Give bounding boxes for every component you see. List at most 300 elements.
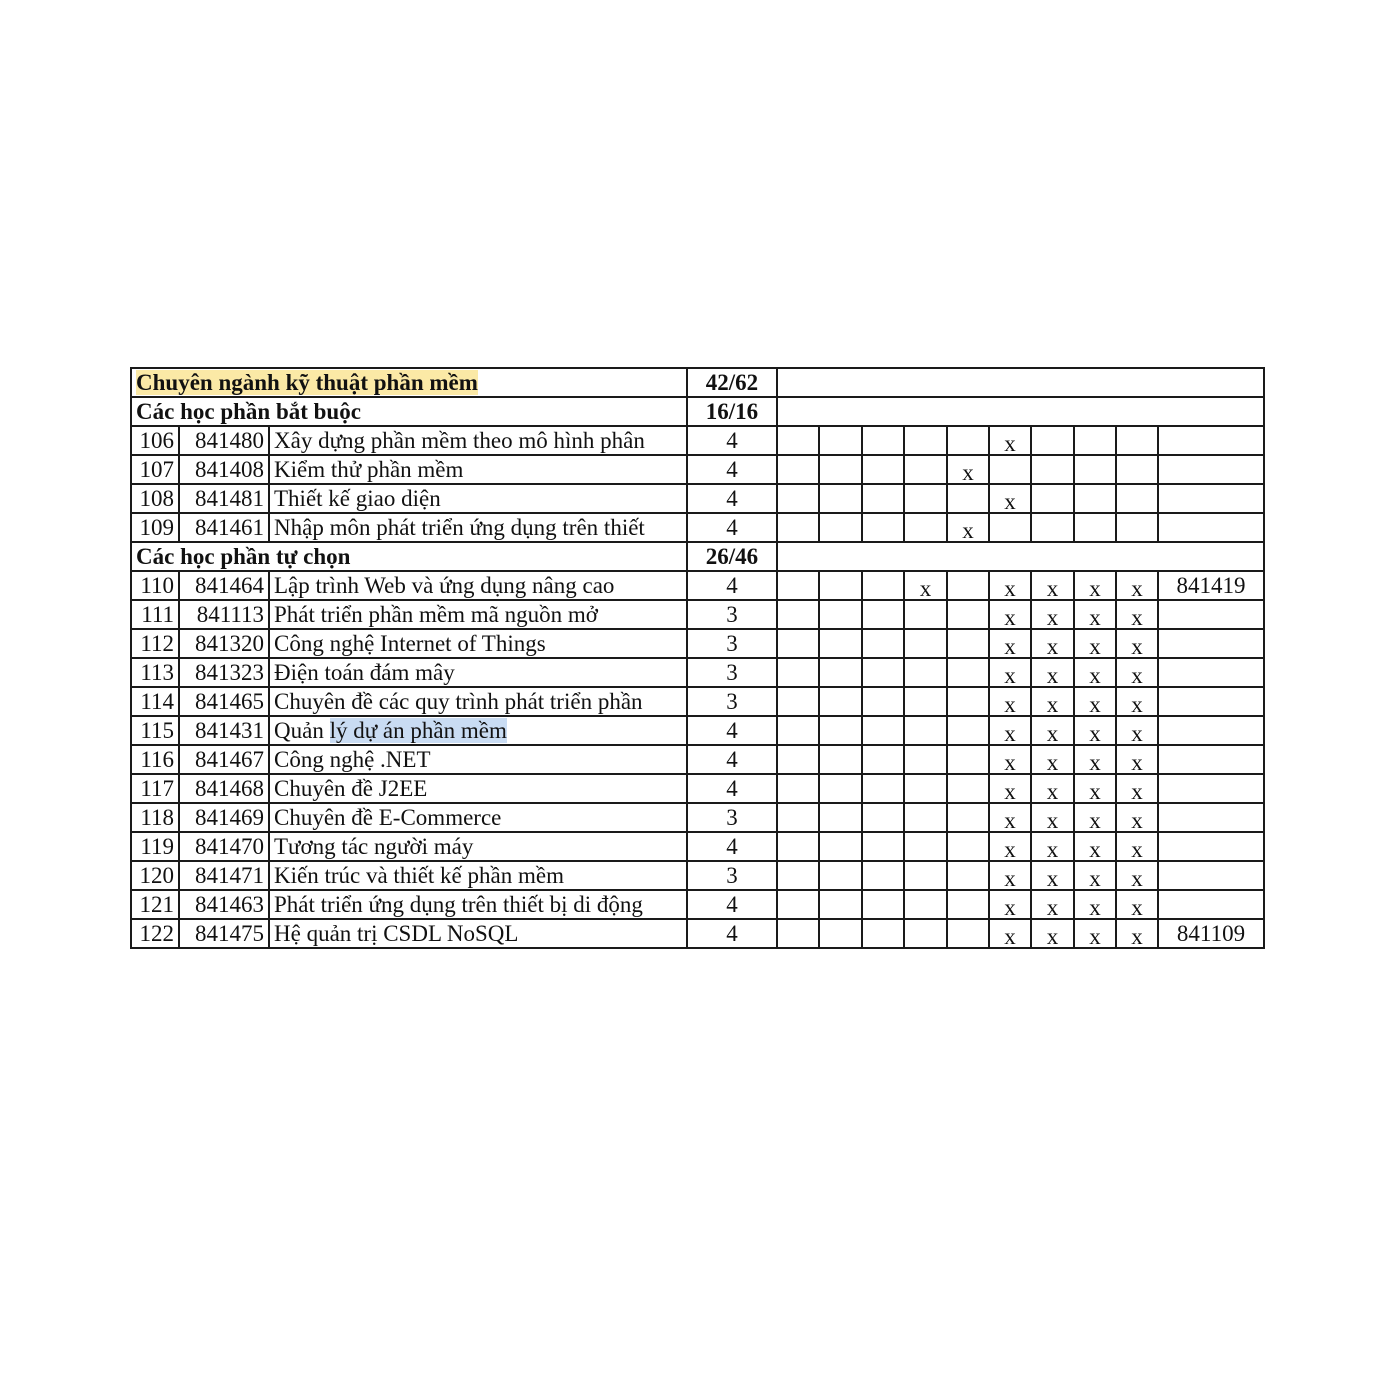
mark: x [1131, 924, 1143, 948]
row-number: 118 [131, 803, 179, 832]
mark-cell [777, 890, 819, 919]
course-name: Chuyên đề các quy trình phát triển phần [269, 687, 687, 716]
mark-cell [862, 658, 904, 687]
mark-cell [989, 687, 1031, 716]
table-row [131, 571, 1264, 600]
course-credits: 3 [687, 600, 777, 629]
mark: x [1089, 808, 1101, 832]
mark: x [1004, 837, 1016, 861]
mark-cell [1116, 600, 1158, 629]
table-row [131, 803, 1264, 832]
course-credits: 4 [687, 919, 777, 948]
course-credits: 4 [687, 832, 777, 861]
mark-cell [819, 832, 862, 861]
mark-cell [947, 426, 989, 455]
mark: x [1131, 576, 1143, 600]
table-row [131, 687, 1264, 716]
mark-cell [989, 658, 1031, 687]
mark-cell [819, 513, 862, 542]
mark-cell [1074, 484, 1116, 513]
mark-cell [1031, 571, 1074, 600]
mark-cell [1116, 484, 1158, 513]
course-code: 841467 [179, 745, 269, 774]
mark-cell [1074, 890, 1116, 919]
prerequisite-code [1158, 803, 1264, 832]
group-header-row [131, 542, 1264, 571]
mark: x [1131, 837, 1143, 861]
course-code: 841323 [179, 658, 269, 687]
mark-cell [777, 687, 819, 716]
mark-cell [1031, 919, 1074, 948]
mark: x [1089, 750, 1101, 774]
row-number: 115 [131, 716, 179, 745]
mark-cell [819, 571, 862, 600]
course-credits: 3 [687, 629, 777, 658]
course-code: 841469 [179, 803, 269, 832]
course-credits: 4 [687, 716, 777, 745]
table-row [131, 716, 1264, 745]
mark-cell [777, 658, 819, 687]
mark: x [1089, 837, 1101, 861]
course-code: 841463 [179, 890, 269, 919]
mark-cell [947, 861, 989, 890]
mark: x [1046, 779, 1059, 803]
prerequisite-code [1158, 832, 1264, 861]
mark-cell [1116, 919, 1158, 948]
mark-cell [947, 658, 989, 687]
course-code: 841464 [179, 571, 269, 600]
course-name [269, 716, 687, 745]
mark: x [919, 576, 932, 600]
mark: x [1089, 576, 1101, 600]
mark-cell [777, 484, 819, 513]
table-row [131, 455, 1264, 484]
mark-cell [1031, 600, 1074, 629]
mark-cell [819, 455, 862, 484]
mark-cell [904, 600, 947, 629]
mark-cell [1116, 803, 1158, 832]
mark-cell [1031, 745, 1074, 774]
mark-cell [1116, 832, 1158, 861]
mark-cell [947, 484, 989, 513]
mark: x [1004, 634, 1016, 658]
mark-cell [819, 629, 862, 658]
prerequisite-code [1158, 890, 1264, 919]
mark: x [1131, 605, 1143, 629]
mark: x [1131, 895, 1143, 919]
specialization-title-cell [131, 368, 687, 397]
group-empty-cell [777, 542, 1264, 571]
mark: x [1046, 750, 1059, 774]
course-name: Phát triển ứng dụng trên thiết bị di động [269, 890, 687, 919]
mark-cell [862, 803, 904, 832]
mark: x [1046, 837, 1059, 861]
mark: x [1131, 721, 1143, 745]
mark-cell [1031, 774, 1074, 803]
course-name: Hệ quản trị CSDL NoSQL [269, 919, 687, 948]
mark-cell [1074, 687, 1116, 716]
table-row [131, 600, 1264, 629]
specialization-empty-cell [777, 368, 1264, 397]
course-name: Chuyên đề E-Commerce [269, 803, 687, 832]
mark: x [1131, 634, 1143, 658]
mark-cell [777, 861, 819, 890]
course-name: Thiết kế giao diện [269, 484, 687, 513]
mark-cell [777, 716, 819, 745]
mark-cell [1116, 629, 1158, 658]
mark-cell [1074, 861, 1116, 890]
mark-cell [777, 513, 819, 542]
mark-cell [819, 426, 862, 455]
mark: x [1046, 924, 1059, 948]
mark-cell [989, 919, 1031, 948]
mark-cell [947, 745, 989, 774]
mark-cell [862, 571, 904, 600]
course-name: Tương tác người máy [269, 832, 687, 861]
mark-cell [904, 513, 947, 542]
row-number: 110 [131, 571, 179, 600]
mark-cell [947, 687, 989, 716]
group-empty-cell [777, 397, 1264, 426]
mark: x [962, 518, 974, 542]
row-number: 108 [131, 484, 179, 513]
course-name-plain: Quản [274, 718, 330, 743]
mark: x [1089, 605, 1101, 629]
mark-cell [819, 861, 862, 890]
mark-cell [819, 919, 862, 948]
table-row [131, 745, 1264, 774]
mark-cell [904, 687, 947, 716]
prerequisite-code [1158, 745, 1264, 774]
row-number: 121 [131, 890, 179, 919]
mark-cell [819, 658, 862, 687]
prerequisite-code: 841109 [1158, 919, 1264, 948]
mark-cell [819, 687, 862, 716]
mark-cell [1031, 890, 1074, 919]
mark-cell [904, 484, 947, 513]
course-name: Chuyên đề J2EE [269, 774, 687, 803]
mark-cell [777, 629, 819, 658]
mark: x [1089, 663, 1101, 687]
mark: x [1004, 924, 1016, 948]
mark-cell [989, 832, 1031, 861]
mark: x [1089, 895, 1101, 919]
mark-cell [947, 803, 989, 832]
course-code: 841471 [179, 861, 269, 890]
mark-cell [989, 745, 1031, 774]
mark-cell [1116, 716, 1158, 745]
prerequisite-code [1158, 774, 1264, 803]
mark: x [1004, 866, 1016, 890]
mark-cell [862, 426, 904, 455]
mark-cell [1031, 629, 1074, 658]
course-name: Xây dựng phần mềm theo mô hình phân [269, 426, 687, 455]
mark: x [1046, 721, 1059, 745]
course-code: 841470 [179, 832, 269, 861]
mark-cell [1074, 426, 1116, 455]
course-code: 841480 [179, 426, 269, 455]
mark-cell [947, 919, 989, 948]
mark: x [1004, 576, 1016, 600]
mark-cell [1031, 803, 1074, 832]
prerequisite-code [1158, 513, 1264, 542]
course-code: 841481 [179, 484, 269, 513]
course-name: Nhập môn phát triển ứng dụng trên thiết [269, 513, 687, 542]
mark: x [1089, 692, 1101, 716]
mark: x [1046, 605, 1059, 629]
prerequisite-code: 841419 [1158, 571, 1264, 600]
mark-cell [1074, 571, 1116, 600]
mark-cell [1074, 455, 1116, 484]
mark-cell [862, 687, 904, 716]
mark-cell [862, 513, 904, 542]
mark-cell [904, 426, 947, 455]
mark-cell [904, 455, 947, 484]
course-credits: 3 [687, 861, 777, 890]
row-number: 119 [131, 832, 179, 861]
mark-cell [819, 890, 862, 919]
table-row [131, 774, 1264, 803]
mark-cell [1116, 571, 1158, 600]
mark-cell [1074, 774, 1116, 803]
row-number: 109 [131, 513, 179, 542]
mark: x [1131, 692, 1143, 716]
course-name: Công nghệ Internet of Things [269, 629, 687, 658]
mark-cell [1074, 513, 1116, 542]
mark-cell [904, 629, 947, 658]
mark-cell [904, 716, 947, 745]
mark: x [1004, 779, 1016, 803]
mark-cell [862, 861, 904, 890]
mark: x [1046, 663, 1059, 687]
mark-cell [1031, 513, 1074, 542]
table-row [131, 861, 1264, 890]
mark-cell [904, 571, 947, 600]
mark-cell [1116, 774, 1158, 803]
mark: x [1131, 866, 1143, 890]
course-credits: 4 [687, 890, 777, 919]
mark-cell [989, 455, 1031, 484]
mark-cell [1116, 455, 1158, 484]
mark-cell [947, 600, 989, 629]
row-number: 122 [131, 919, 179, 948]
row-number: 111 [131, 600, 179, 629]
course-name: Lập trình Web và ứng dụng nâng cao [269, 571, 687, 600]
mark-cell [819, 484, 862, 513]
course-credits: 3 [687, 803, 777, 832]
course-credits: 4 [687, 484, 777, 513]
mark-cell [947, 513, 989, 542]
course-name-selected-text: lý dự án phần mềm [329, 718, 507, 743]
mark: x [1046, 576, 1059, 600]
table-row [131, 890, 1264, 919]
mark-cell [947, 455, 989, 484]
table-row [131, 658, 1264, 687]
mark-cell [1074, 716, 1116, 745]
mark-cell [1031, 861, 1074, 890]
table-row [131, 484, 1264, 513]
mark: x [1089, 866, 1101, 890]
mark-cell [904, 774, 947, 803]
mark-cell [862, 484, 904, 513]
course-credits: 4 [687, 513, 777, 542]
prerequisite-code [1158, 629, 1264, 658]
mark: x [1004, 808, 1016, 832]
mark-cell [947, 716, 989, 745]
mark: x [1089, 634, 1101, 658]
table-row [131, 513, 1264, 542]
mark-cell [777, 745, 819, 774]
mark-cell [777, 571, 819, 600]
mark-cell [777, 455, 819, 484]
mark: x [1089, 779, 1101, 803]
mark-cell [862, 455, 904, 484]
mark: x [1046, 692, 1059, 716]
group-title: Các học phần tự chọn [131, 542, 687, 571]
course-credits: 4 [687, 455, 777, 484]
mark-cell [1074, 745, 1116, 774]
row-number: 114 [131, 687, 179, 716]
prerequisite-code [1158, 687, 1264, 716]
mark: x [1004, 605, 1016, 629]
mark-cell [1074, 600, 1116, 629]
mark-cell [1116, 745, 1158, 774]
course-credits: 4 [687, 774, 777, 803]
mark-cell [904, 919, 947, 948]
curriculum-table [130, 367, 1265, 949]
mark-cell [819, 745, 862, 774]
mark: x [1131, 779, 1143, 803]
course-credits: 4 [687, 745, 777, 774]
mark: x [1004, 489, 1016, 513]
table-row [131, 629, 1264, 658]
mark-cell [904, 658, 947, 687]
mark-cell [989, 571, 1031, 600]
course-code: 841408 [179, 455, 269, 484]
prerequisite-code [1158, 455, 1264, 484]
specialization-row [131, 368, 1264, 397]
mark-cell [862, 919, 904, 948]
mark-cell [989, 716, 1031, 745]
course-name: Công nghệ .NET [269, 745, 687, 774]
mark: x [1004, 895, 1016, 919]
row-number: 120 [131, 861, 179, 890]
row-number: 112 [131, 629, 179, 658]
mark-cell [1116, 513, 1158, 542]
mark-cell [947, 890, 989, 919]
mark-cell [1116, 890, 1158, 919]
mark-cell [989, 629, 1031, 658]
mark-cell [862, 745, 904, 774]
mark-cell [1074, 919, 1116, 948]
mark-cell [1074, 629, 1116, 658]
mark: x [962, 460, 974, 484]
mark-cell [1031, 426, 1074, 455]
table-row [131, 832, 1264, 861]
course-name: Phát triển phần mềm mã nguồn mở [269, 600, 687, 629]
course-credits: 4 [687, 426, 777, 455]
prerequisite-code [1158, 658, 1264, 687]
mark-cell [1074, 803, 1116, 832]
specialization-credits: 42/62 [687, 368, 777, 397]
mark-cell [819, 600, 862, 629]
group-header-row [131, 397, 1264, 426]
mark: x [1004, 721, 1016, 745]
mark-cell [904, 832, 947, 861]
mark: x [1004, 663, 1016, 687]
mark-cell [947, 832, 989, 861]
group-credits: 16/16 [687, 397, 777, 426]
mark-cell [989, 513, 1031, 542]
mark: x [1089, 924, 1101, 948]
mark-cell [777, 600, 819, 629]
mark-cell [989, 774, 1031, 803]
mark: x [1046, 895, 1059, 919]
table-row [131, 426, 1264, 455]
mark-cell [904, 745, 947, 774]
group-title: Các học phần bắt buộc [131, 397, 687, 426]
mark-cell [947, 629, 989, 658]
mark-cell [1116, 687, 1158, 716]
mark-cell [1031, 484, 1074, 513]
mark-cell [1031, 658, 1074, 687]
prerequisite-code [1158, 861, 1264, 890]
mark-cell [819, 803, 862, 832]
mark-cell [989, 484, 1031, 513]
row-number: 107 [131, 455, 179, 484]
mark-cell [1031, 716, 1074, 745]
mark-cell [904, 861, 947, 890]
prerequisite-code [1158, 426, 1264, 455]
mark-cell [989, 803, 1031, 832]
mark-cell [819, 716, 862, 745]
mark-cell [777, 832, 819, 861]
course-code: 841113 [179, 600, 269, 629]
row-number: 113 [131, 658, 179, 687]
mark-cell [1031, 832, 1074, 861]
course-credits: 4 [687, 571, 777, 600]
course-credits: 3 [687, 658, 777, 687]
mark-cell [1116, 426, 1158, 455]
mark-cell [777, 803, 819, 832]
mark: x [1004, 431, 1016, 455]
course-code: 841431 [179, 716, 269, 745]
mark-cell [1116, 658, 1158, 687]
mark: x [1131, 750, 1143, 774]
row-number: 106 [131, 426, 179, 455]
mark-cell [1074, 832, 1116, 861]
specialization-title: Chuyên ngành kỹ thuật phần mềm [136, 370, 478, 395]
course-credits: 3 [687, 687, 777, 716]
mark: x [1131, 808, 1143, 832]
mark-cell [862, 832, 904, 861]
mark: x [1046, 808, 1059, 832]
mark-cell [989, 600, 1031, 629]
mark-cell [862, 629, 904, 658]
mark: x [1046, 634, 1059, 658]
mark-cell [1074, 658, 1116, 687]
mark-cell [1031, 687, 1074, 716]
mark-cell [777, 774, 819, 803]
mark-cell [862, 600, 904, 629]
course-code: 841461 [179, 513, 269, 542]
mark-cell [904, 890, 947, 919]
mark-cell [862, 716, 904, 745]
row-number: 117 [131, 774, 179, 803]
mark-cell [1116, 861, 1158, 890]
course-code: 841465 [179, 687, 269, 716]
mark-cell [947, 571, 989, 600]
